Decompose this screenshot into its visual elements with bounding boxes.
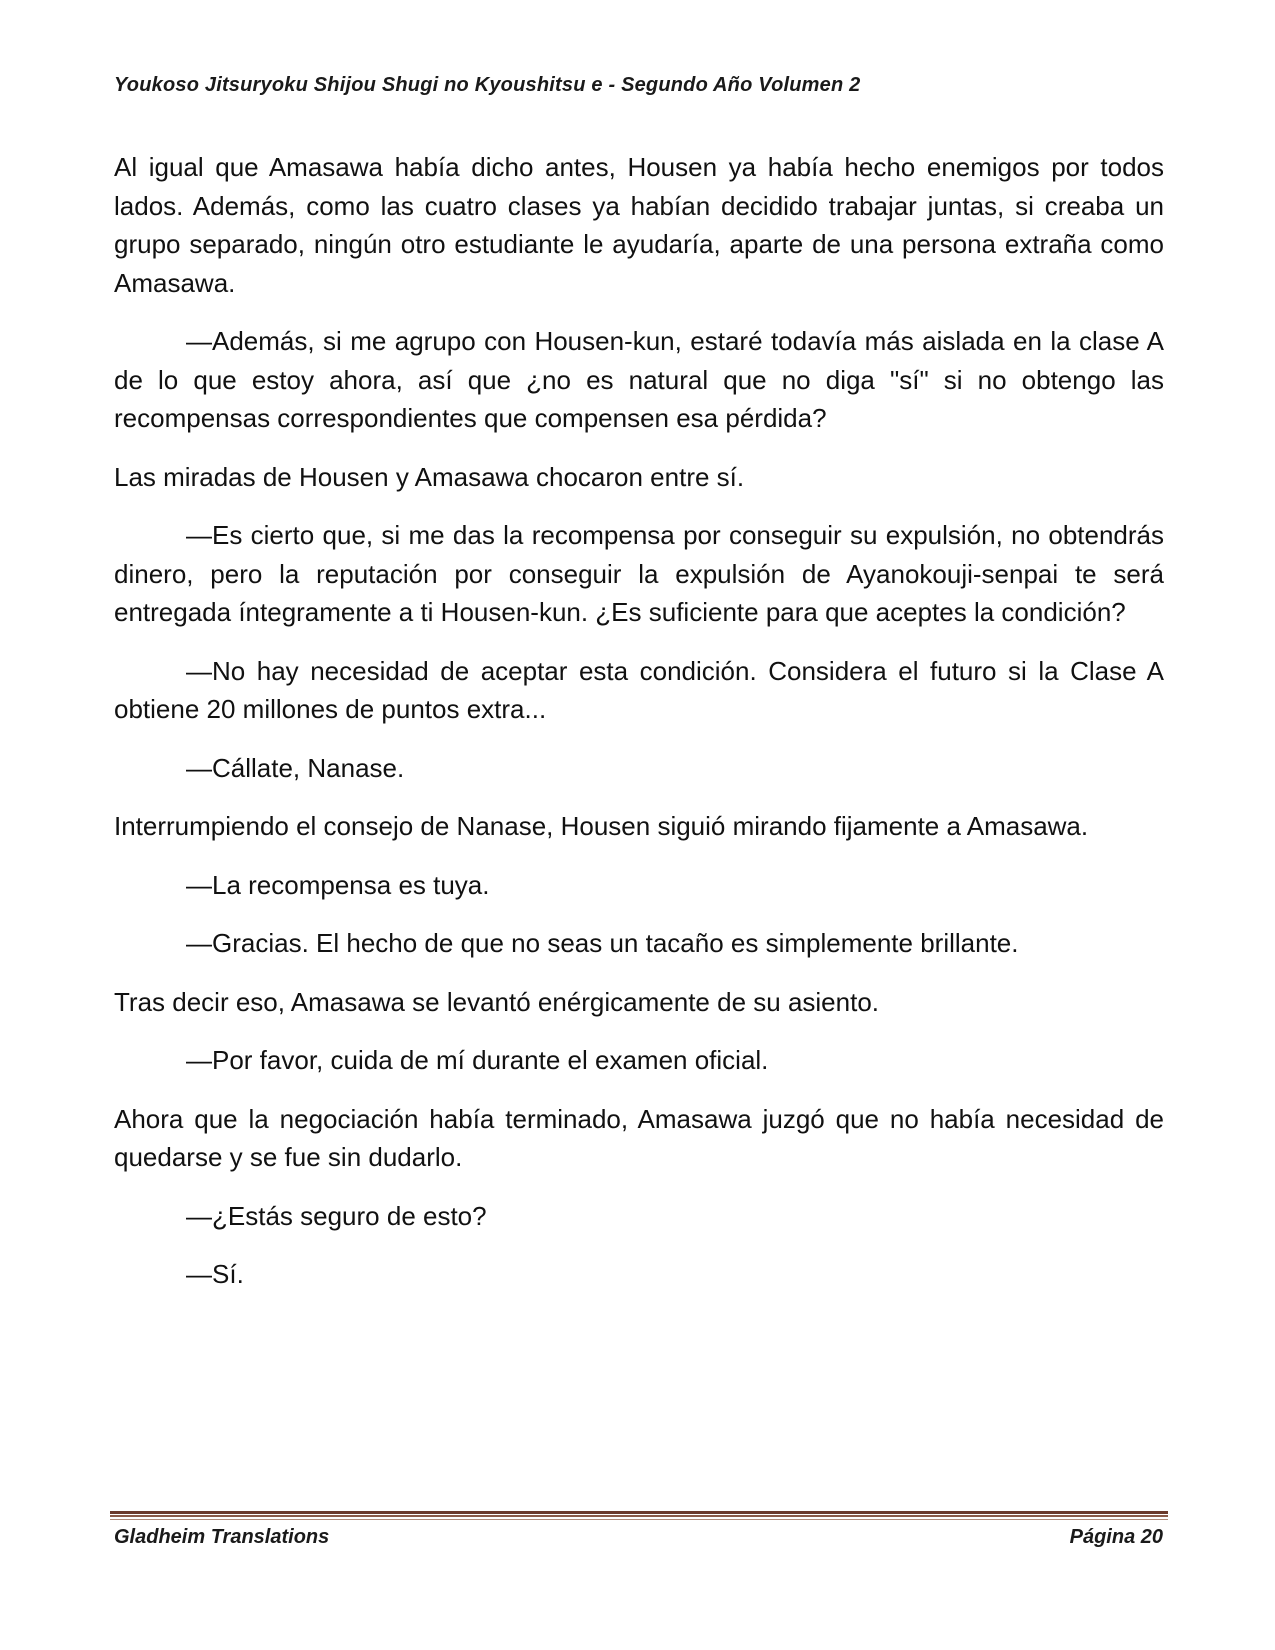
dialogue-line: —Es cierto que, si me das la recompensa por conseguir su expulsión, no obtendrás dinero, pero la reputación por conseguir la expulsión de Ayanokouji-senpai te será entregada íntegramente a ti Housen-kun. ¿Es suficiente para que aceptes la condición? — [114, 520, 1164, 627]
paragraph: Interrumpiendo el consejo de Nanase, Housen siguió mirando fijamente a Amasawa. — [114, 811, 1089, 841]
footer-divider — [110, 1511, 1168, 1517]
dialogue-line: —No hay necesidad de aceptar esta condición. Considera el futuro si la Clase A obtiene 20 millones de puntos extra... — [114, 655, 1164, 724]
dialogue-line: —¿Estás seguro de esto? — [186, 1200, 487, 1231]
paragraph: Ahora que la negociación había terminado, Amasawa juzgó que no había necesidad de quedarse y se fue sin dudarlo. — [114, 1103, 1164, 1172]
page-body — [114, 148, 1164, 1314]
footer-publisher: Gladheim Translations — [114, 1526, 330, 1548]
dialogue-line: —Gracias. El hecho de que no seas un tacaño es simplemente brillante. — [186, 928, 1019, 958]
footer-divider-thin — [110, 1519, 1168, 1520]
dialogue-line: —Cállate, Nanase. — [186, 752, 405, 783]
dialogue-line: —Además, si me agrupo con Housen-kun, estaré todavía más aislada en la clase A de lo que estoy ahora, así que ¿no es natural que no diga "sí" si no obtengo las recompensas correspondientes que compensen esa pérdida? — [114, 326, 1164, 433]
dialogue-line: —La recompensa es tuya. — [186, 869, 490, 900]
dialogue-line: —Sí. — [186, 1259, 244, 1289]
paragraph: Tras decir eso, Amasawa se levantó enérgicamente de su asiento. — [114, 986, 880, 1017]
running-header: Youkoso Jitsuryoku Shijou Shugi no Kyoushitsu e - Segundo Año Volumen 2 — [114, 74, 861, 96]
dialogue-line: —Por favor, cuida de mí durante el examen oficial. — [186, 1045, 769, 1075]
paragraph: Las miradas de Housen y Amasawa chocaron entre sí. — [114, 461, 745, 492]
paragraph: Al igual que Amasawa había dicho antes, Housen ya había hecho enemigos por todos lados. Además, como las cuatro clases ya habían decidido trabajar juntas, si creaba un grupo separado, ningún otro estudiante le ayudaría, aparte de una persona extraña como Amasawa. — [114, 152, 1164, 298]
page-number: Página 20 — [1069, 1526, 1163, 1548]
